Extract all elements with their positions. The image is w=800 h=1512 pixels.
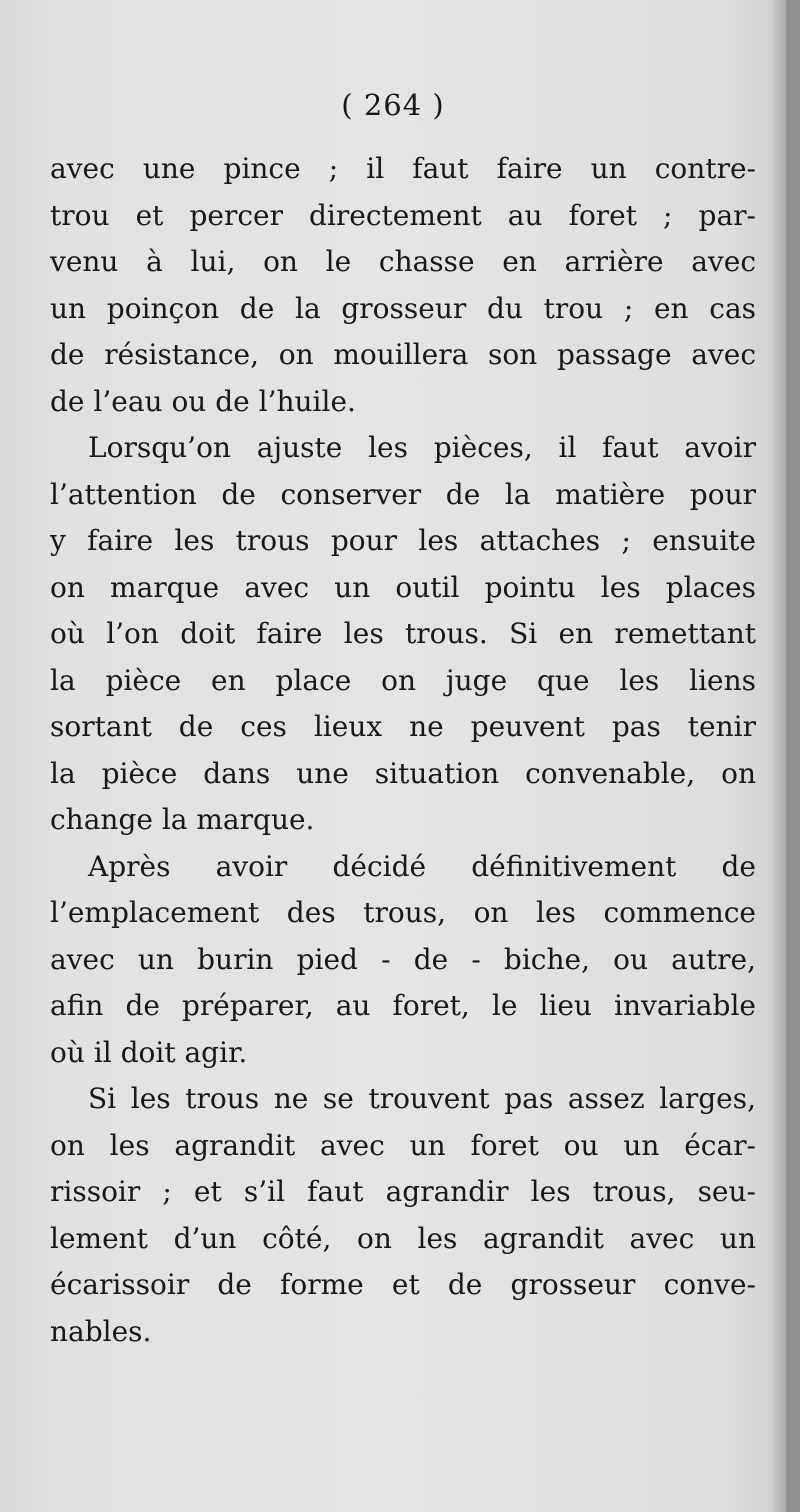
text-line: y faire les trous pour les attaches ; ensuite [50, 524, 756, 557]
text-line: de résistance, on mouillera son passage avec [50, 338, 756, 371]
text-line: Lorsqu’on ajuste les pièces, il faut avoir [88, 431, 756, 464]
page-text [50, 146, 756, 1355]
text-line: écarissoir de forme et de grosseur conve- [50, 1268, 756, 1301]
text-line: change la marque. [50, 803, 315, 836]
text-line: la pièce dans une situation convenable, on [50, 756, 756, 790]
text-line: on marque avec un outil pointu les places [50, 570, 756, 604]
text-line: Si les trous ne se trouvent pas assez larges, [88, 1082, 756, 1115]
text-line: rissoir ; et s’il faut agrandir les trous, seu- [50, 1175, 756, 1208]
page-number: ( 264 ) [341, 88, 445, 122]
text-line: trou et percer directement au foret ; par- [50, 198, 756, 232]
text-line: sortant de ces lieux ne peuvent pas tenir [50, 710, 756, 743]
text-line: lement d’un côté, on les agrandit avec un [50, 1221, 756, 1255]
text-line: où l’on doit faire les trous. Si en remettant [50, 617, 756, 650]
text-line: l’emplacement des trous, on les commence [50, 896, 756, 929]
text-line: la pièce en place on juge que les liens [50, 663, 756, 697]
text-line: venu à lui, on le chasse en arrière avec [50, 245, 756, 278]
text-line: on les agrandit avec un foret ou un écar- [50, 1128, 756, 1162]
text-line: afin de préparer, au foret, le lieu invariable [50, 989, 756, 1022]
text-line: un poinçon de la grosseur du trou ; en cas [50, 291, 756, 325]
text-line: nables. [50, 1314, 152, 1348]
text-line: Après avoir décidé définitivement de [88, 849, 756, 883]
text-line: avec un burin pied - de - biche, ou autre, [50, 942, 756, 976]
page-edge-shadow [772, 0, 786, 1512]
text-line: avec une pince ; il faut faire un contre- [50, 152, 756, 185]
text-line: de l’eau ou de l’huile. [50, 384, 356, 418]
text-line: l’attention de conserver de la matière pour [50, 477, 756, 511]
text-line: où il doit agir. [50, 1035, 248, 1069]
